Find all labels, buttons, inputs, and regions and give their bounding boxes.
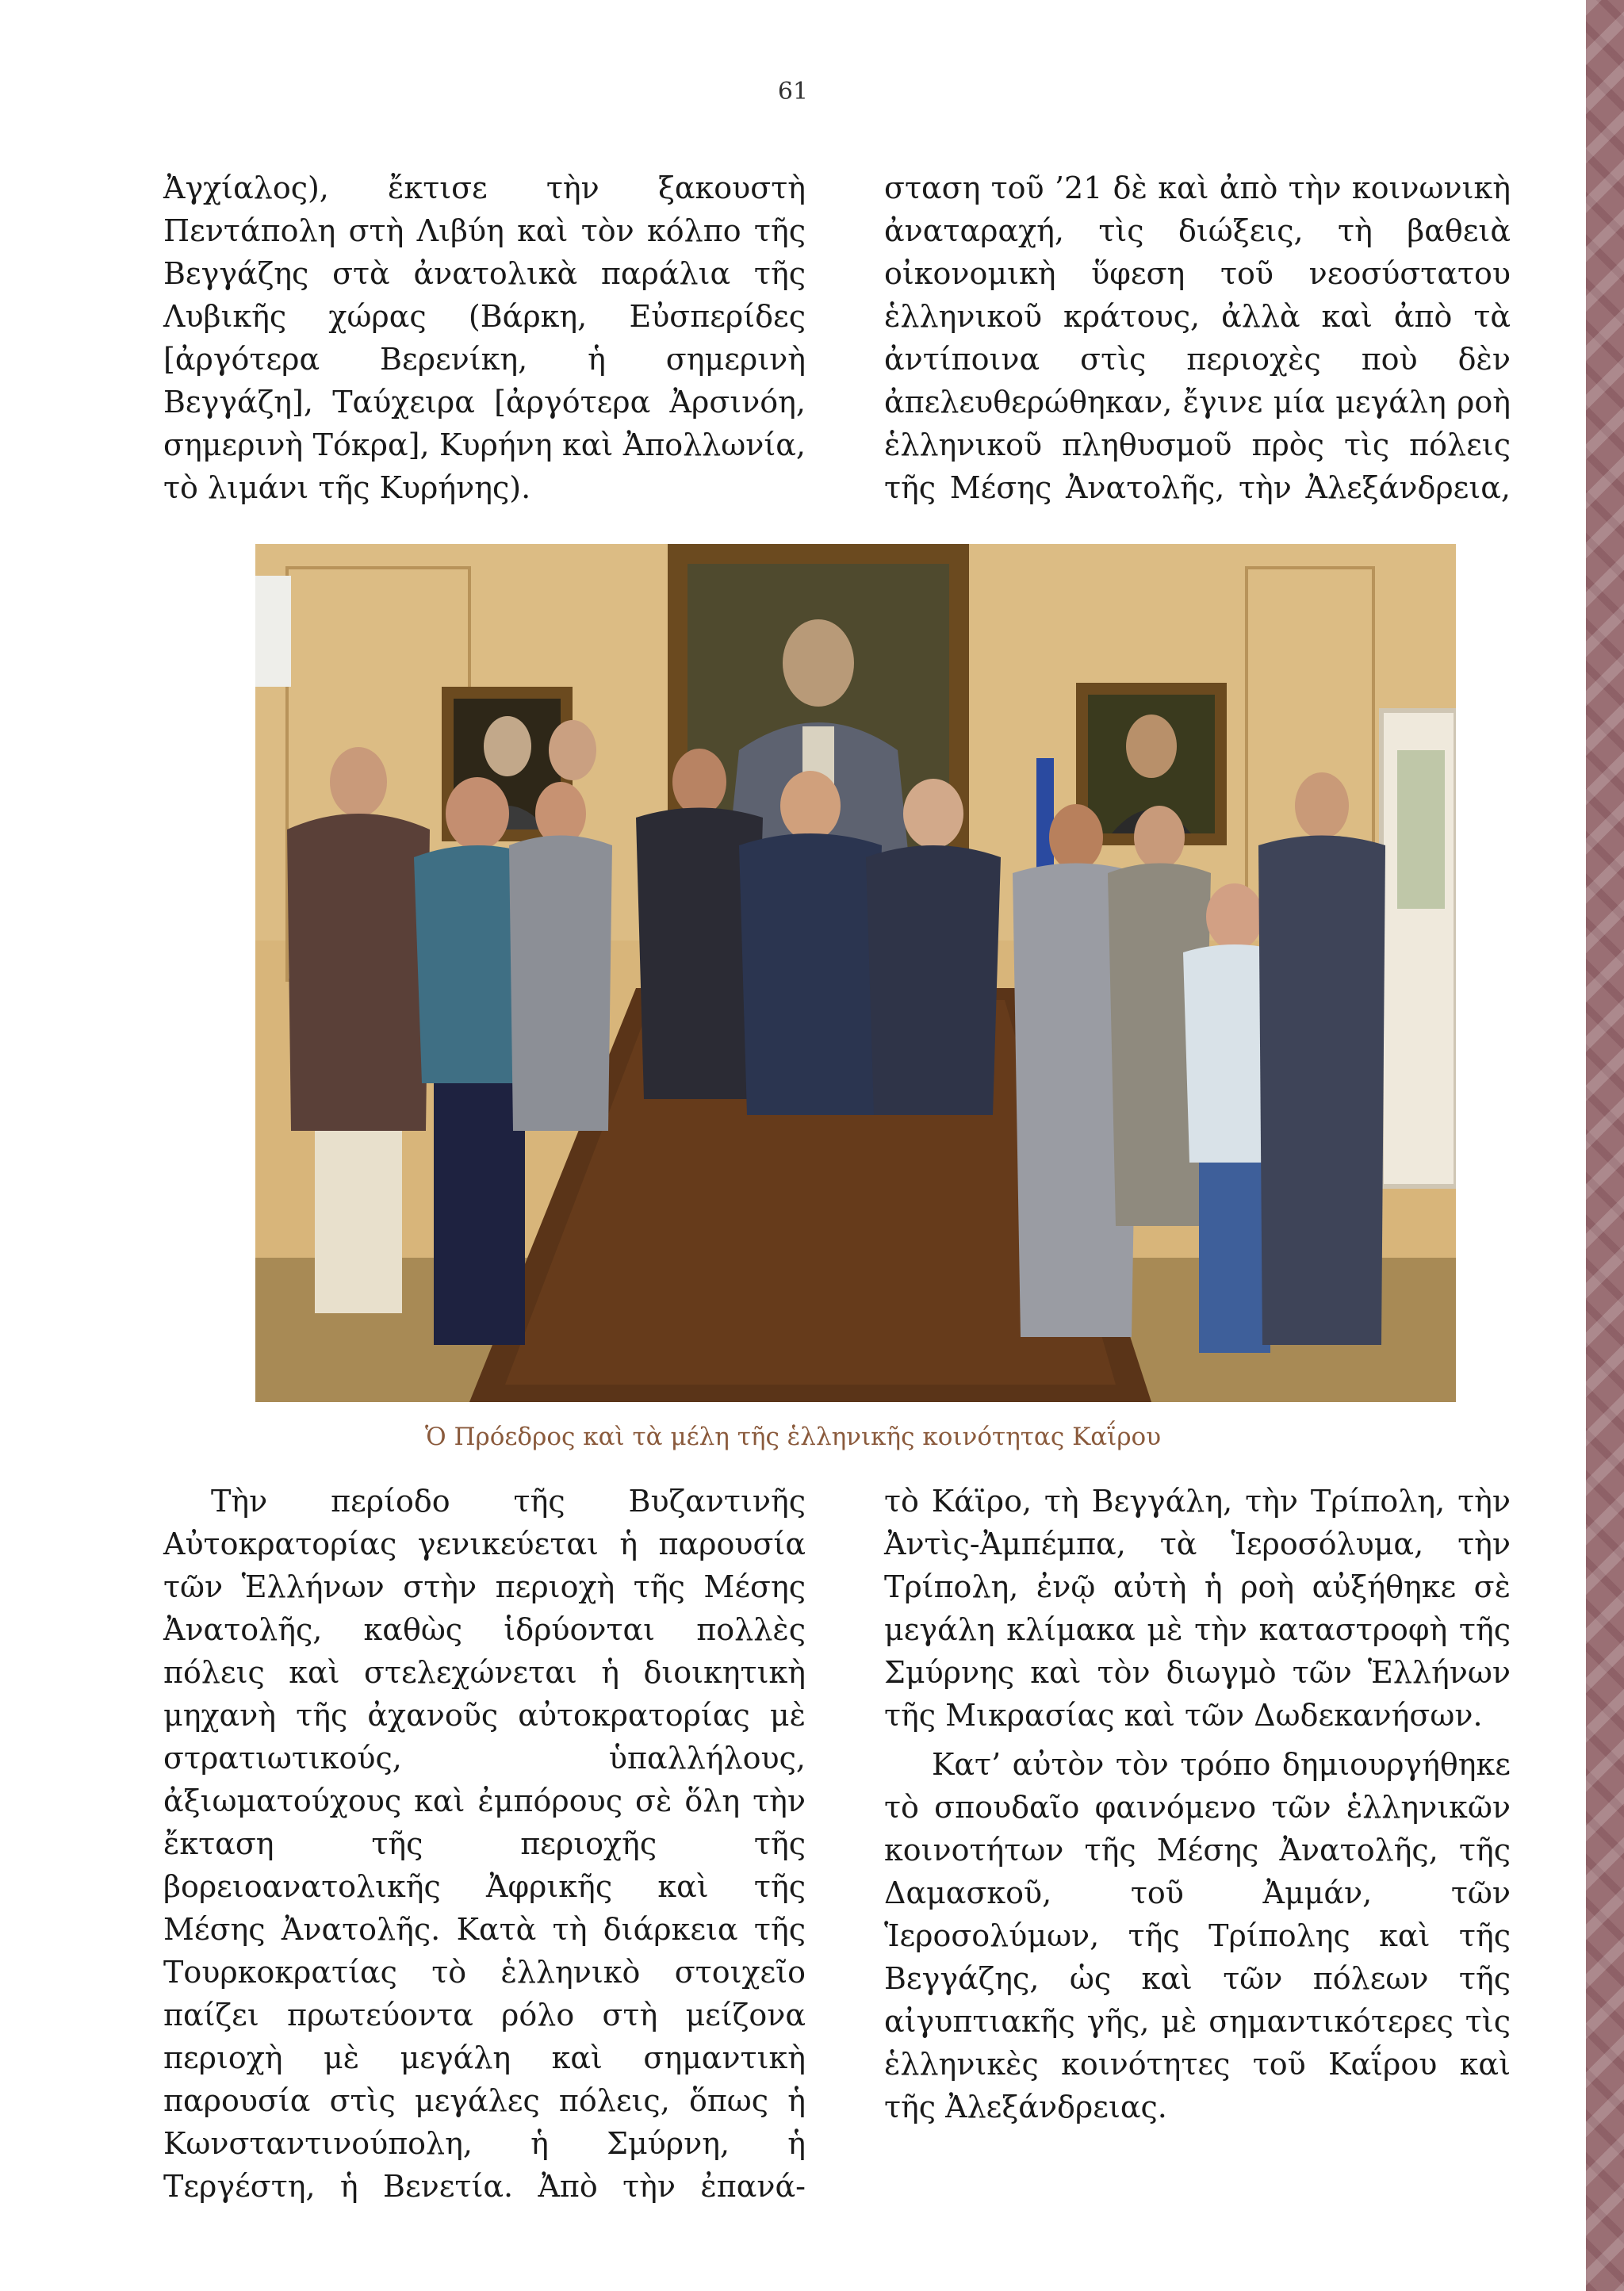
paragraph: τὸ Κάϊρο, τὴ Βεγγάλη, τὴν Τρίπολη, τὴν Ἀντὶς-Ἀμπέμπα, τὰ Ἱεροσόλυμα, τὴν Τρίπολη, ἐνῷ αὐτὴ ἡ ροὴ αὐξήθηκε σὲ μεγάλη κλίμακα μὲ τὴν καταστροφὴ τῆς Σμύρνης καὶ τὸν διωγμὸ τῶν Ἑλλήνων τῆς Μικρασίας καὶ τῶν Δωδεκανήσων. — [884, 1484, 1511, 1733]
text-column-bottom-left — [163, 1480, 806, 2208]
paragraph: Κατ’ αὐτὸν τὸν τρόπο δημιουργήθηκε τὸ σπουδαῖο φαινόμενο τῶν ἑλληνικῶν κοινοτήτων τῆς Μέσης Ἀνατολῆς, τῆς Δαμασκοῦ, τοῦ Ἀμμάν, τῶν Ἱεροσολύμων, τῆς Τρίπολης καὶ τῆς Βεγγάζης, ὡς καὶ τῶν πόλεων τῆς αἰγυπτιακῆς γῆς, μὲ σημαντικότερες τὶς ἑλληνικὲς κοινότητες τοῦ Καΐρου καὶ τῆς Ἀλεξάνδρειας. — [884, 1747, 1511, 2124]
paragraph: Τὴν περίοδο τῆς Βυζαντινῆς Αὐτοκρατορίας γενικεύεται ἡ παρουσία τῶν Ἑλλήνων στὴν περιοχὴ τῆς Μέσης Ἀνατολῆς, καθὼς ἱδρύονται πολλὲς πόλεις καὶ στελεχώνεται ἡ διοικητικὴ μηχανὴ τῆς ἀχανοῦς αὐτοκρατορίας μὲ στρατιωτικούς, ὑπαλλήλους, ἀξιωματούχους καὶ ἐμπόρους σὲ ὅλη τὴν ἔκταση τῆς περιοχῆς τῆς βορειοανατολικῆς Ἀφρικῆς καὶ τῆς Μέσης Ἀνατολῆς. Κατὰ τὴ διάρκεια τῆς Τουρκοκρατίας τὸ ἑλληνικὸ στοιχεῖο παίζει πρωτεύοντα ρόλο στὴ μείζονα περιοχὴ μὲ μεγάλη καὶ σημαντικὴ παρουσία στὶς μεγάλες πόλεις, ὅπως ἡ Κωνσταντινούπολη, ἡ Σμύρνη, ἡ Τεργέστη, ἡ Βενετία. Ἀπὸ τὴν ἐπανά- — [163, 1484, 806, 2204]
paragraph: σταση τοῦ ’21 δὲ καὶ ἀπὸ τὴν κοινωνικὴ ἀναταραχή, τὶς διώξεις, τὴ βαθειὰ οἰκονομικὴ ὕφεση τοῦ νεοσύστατου ἑλληνικοῦ κράτους, ἀλλὰ καὶ ἀπὸ τὰ ἀντίποινα στὶς περιοχὲς ποὺ δὲν ἀπελευθερώθηκαν, ἔγινε μία μεγάλη ροὴ ἑλληνικοῦ πληθυσμοῦ πρὸς τὶς πόλεις τῆς Μέσης Ἀνατολῆς, τὴν Ἀλεξάνδρεια, — [884, 170, 1511, 505]
decorative-side-band — [1586, 0, 1624, 2291]
text-column-top-right — [884, 167, 1511, 509]
paragraph: Ἀγχίαλος), ἔκτισε τὴν ξακουστὴ Πεντάπολη στὴ Λιβύη καὶ τὸν κόλπο τῆς Βεγγάζης στὰ ἀνατολικὰ παράλια τῆς Λυβικῆς χώρας (Βάρκη, Εὐσπερίδες [ἀργότερα Βερενίκη, ἡ σημερινὴ Βεγγάζη], Ταύχειρα [ἀργότερα Ἀρσινόη, σημερινὴ Τόκρα], Κυρήνη καὶ Ἀπολλωνία, τὸ λιμάνι τῆς Κυρήνης). — [163, 170, 806, 505]
photo-caption: Ὁ Πρόεδρος καὶ τὰ μέλη τῆς ἑλληνικῆς κοινότητας Καΐρου — [424, 1423, 1162, 1451]
text-column-top-left — [163, 167, 806, 509]
text-column-bottom-right — [884, 1480, 1511, 2128]
group-photo — [255, 544, 1456, 1402]
page-number: 61 — [777, 78, 809, 105]
